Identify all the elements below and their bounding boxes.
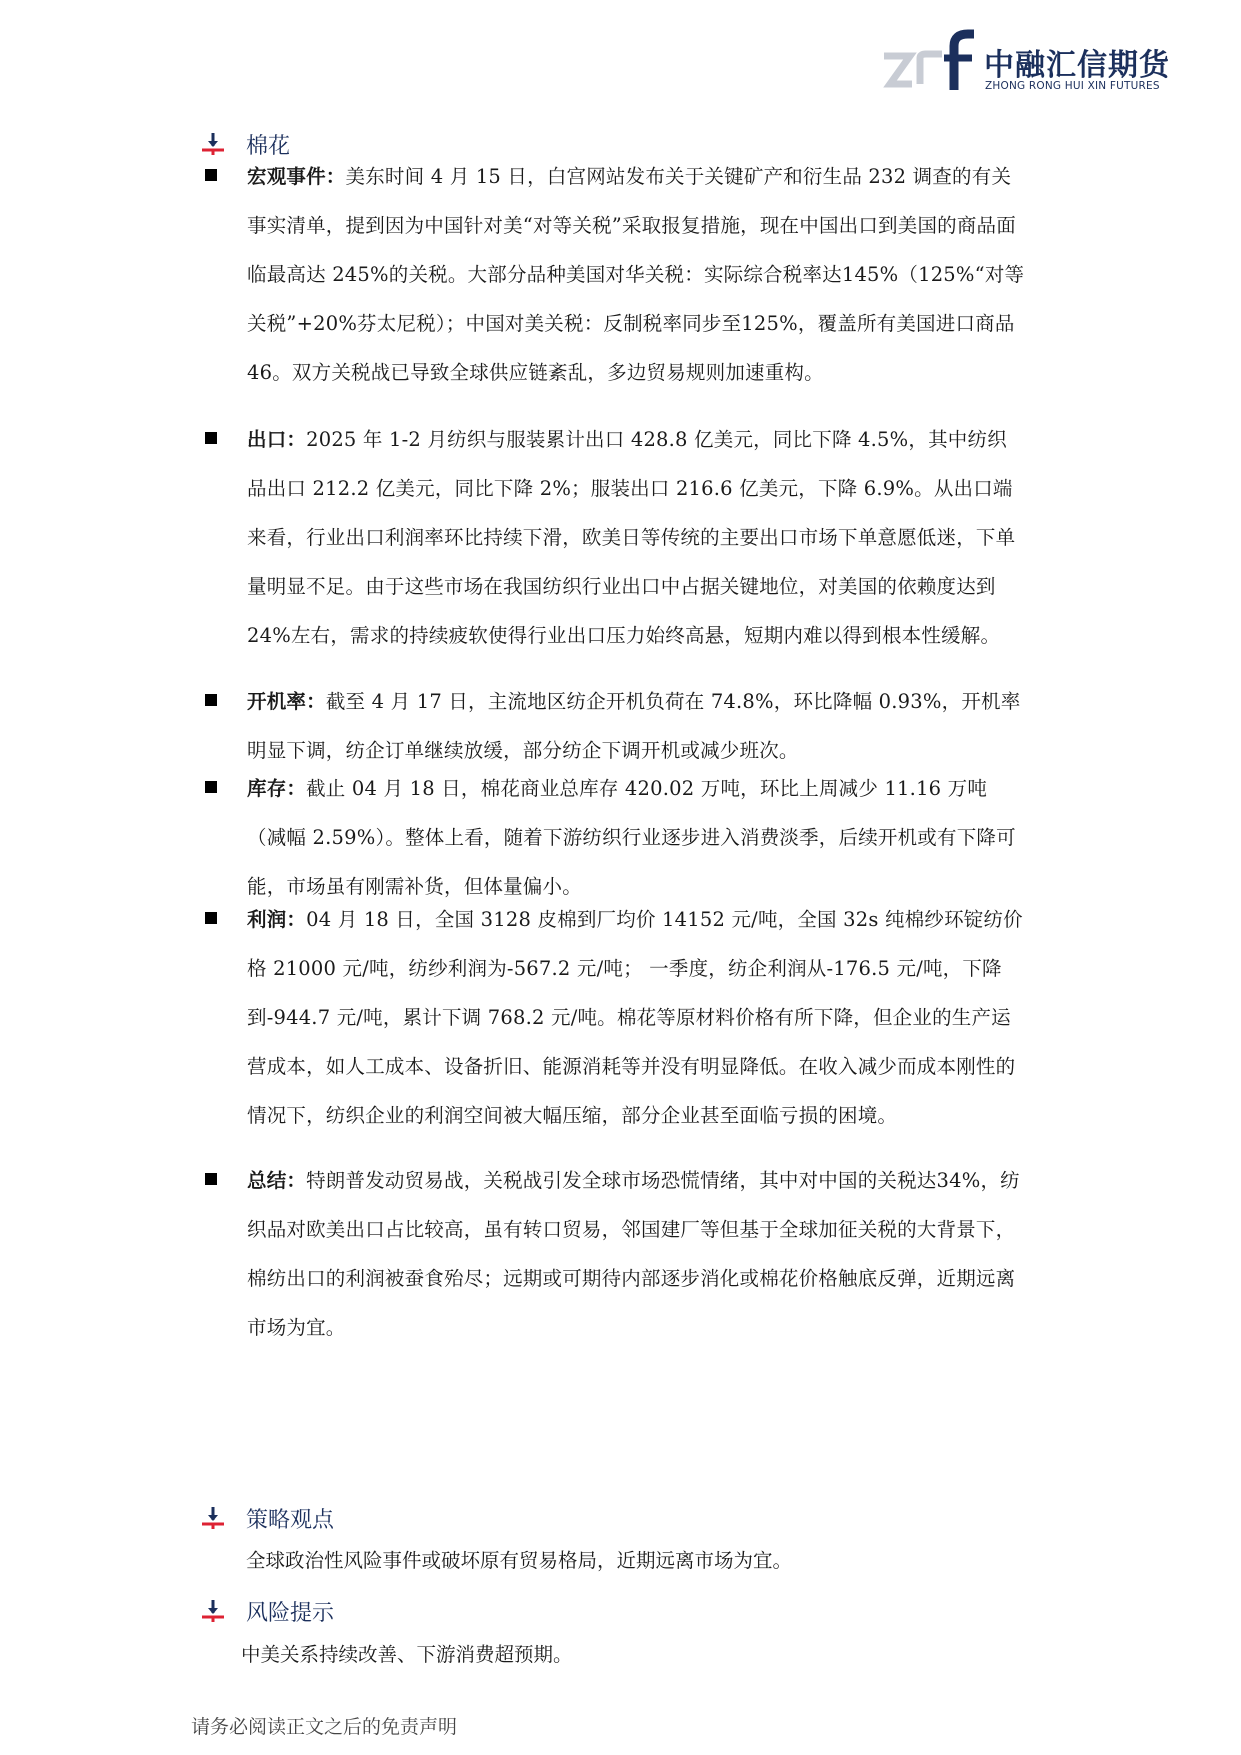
bullet-label: 宏观事件： (247, 165, 346, 188)
square-bullet-icon (205, 694, 217, 706)
section-heading-strategy (200, 1501, 334, 1535)
bullet-text: 截至 4 月 17 日，主流地区纺企开机负荷在 74.8%，环比降幅 0.93%，开机率明显下调，纺企订单继续放缓，部分纺企下调开机或减少班次。 (247, 690, 1021, 762)
disclaimer-footer: 请务必阅读正文之后的免责声明 (191, 1716, 458, 1738)
arrow-bullet-icon (200, 1598, 226, 1624)
bullet-operating-rate (205, 677, 1025, 775)
square-bullet-icon (205, 1173, 217, 1185)
section-title: 策略观点 (246, 1507, 335, 1533)
bullet-text: 2025 年 1-2 月纺织与服装累计出口 428.8 亿美元，同比下降 4.5%，其中纺织品出口 212.2 亿美元，同比下降 2%；服装出口 216.6 亿美元，下降 6.9%。从出口端来看，行业出口利润率环比持续下滑，欧美日等传统的主要出口市场下单意愿低迷，下单量明显不足。由于这些市场在我国纺织行业出口中占据关键地位，对美国的依赖度达到 24%左右，需求的持续疲软使得行业出口压力始终高悬，短期内难以得到根本性缓解。 (247, 428, 1016, 647)
square-bullet-icon (205, 432, 217, 444)
bullet-label: 开机率： (247, 690, 326, 713)
square-bullet-icon (205, 912, 217, 924)
section-title: 风险提示 (246, 1600, 335, 1626)
bullet-text: 特朗普发动贸易战，关税战引发全球市场恐慌情绪，其中对中国的关税达34%，纺织品对欧美出口占比较高，虽有转口贸易，邻国建厂等但基于全球加征关税的大背景下，棉纺出口的利润被蚕食殆尽；远期或可期待内部逐步消化或棉花价格触底反弹，近期远离市场为宜。 (247, 1169, 1020, 1339)
bullet-text: 美东时间 4 月 15 日，白宫网站发布关于关键矿产和衍生品 232 调查的有关事实清单，提到因为中国针对美“对等关税”采取报复措施，现在中国出口到美国的商品面临最高达 245%的关税。大部分品种美国对华关税：实际综合税率达145%（125%“对等关税”+20%芬太尼税）；中国对美关税：反制税率同步至125%，覆盖所有美国进口商品46。双方关税战已导致全球供应链紊乱，多边贸易规则加速重构。 (247, 165, 1025, 384)
square-bullet-icon (205, 169, 217, 181)
bullet-profit (205, 895, 1025, 1140)
zrf-logo-icon (880, 28, 976, 94)
company-logo (880, 28, 1170, 94)
bullet-text: 截止 04 月 18 日，棉花商业总库存 420.02 万吨，环比上周减少 11.16 万吨（减幅 2.59%）。整体上看，随着下游纺织行业逐步进入消费淡季，后续开机或有下降可能，市场虽有刚需补货，但体量偏小。 (247, 777, 1016, 898)
bullet-label: 出口： (247, 428, 307, 451)
bullet-label: 总结： (247, 1169, 307, 1192)
bullet-export (205, 415, 1025, 660)
bullet-macro (205, 152, 1025, 397)
bullet-label: 库存： (247, 777, 307, 800)
arrow-bullet-icon (200, 1505, 226, 1531)
risk-text: 中美关系持续改善、下游消费超预期。 (241, 1643, 573, 1666)
bullet-text: 04 月 18 日，全国 3128 皮棉到厂均价 14152 元/吨，全国 32s 纯棉纱环锭纺价格 21000 元/吨，纺纱利润为-567.2 元/吨； 一季度，纺企利润从-176.5 元/吨，下降到-944.7 元/吨，累计下调 768.2 元/吨。棉花等原材料价格有所下降，但企业的生产运营成本，如人工成本、设备折旧、能源消耗等并没有明显降低。在收入减少而成本刚性的情况下，纺织企业的利润空间被大幅压缩，部分企业甚至面临亏损的困境。 (247, 908, 1023, 1127)
bullet-inventory (205, 764, 1025, 911)
square-bullet-icon (205, 781, 217, 793)
logo-chinese-name: 中融汇信期货 (984, 48, 1170, 83)
bullet-summary (205, 1156, 1025, 1352)
section-heading-risk (200, 1594, 334, 1628)
logo-english-name: ZHONG RONG HUI XIN FUTURES (985, 80, 1160, 92)
strategy-text: 全球政治性风险事件或破坏原有贸易格局，近期远离市场为宜。 (246, 1549, 793, 1572)
section-title: 棉花 (246, 133, 291, 159)
bullet-label: 利润： (247, 908, 307, 931)
